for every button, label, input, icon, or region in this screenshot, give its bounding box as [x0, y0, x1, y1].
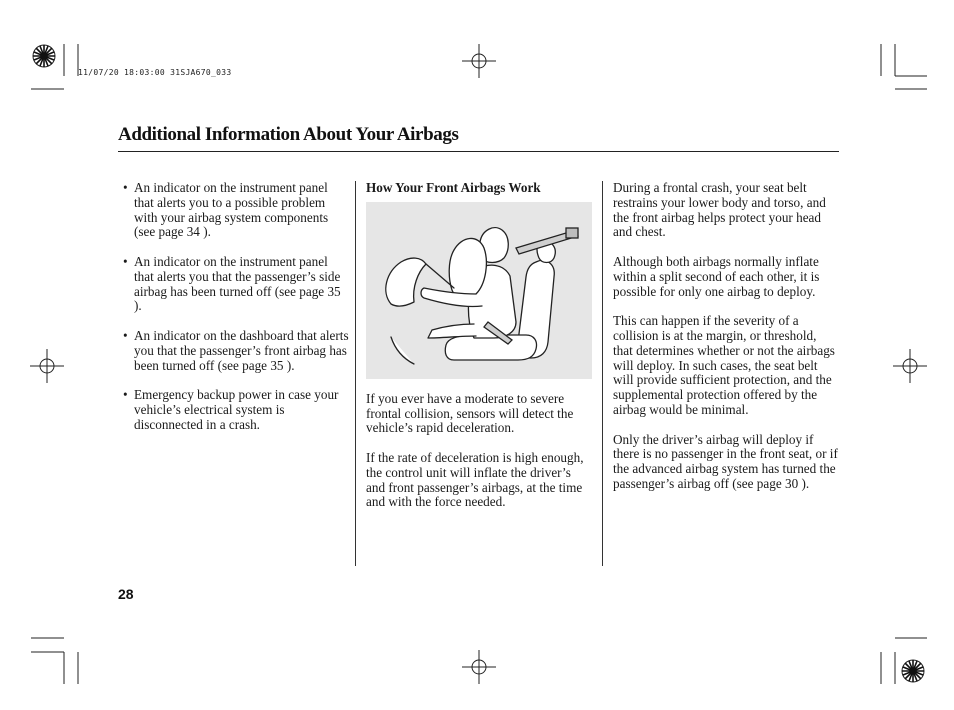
- section-heading: How Your Front Airbags Work: [366, 180, 541, 195]
- bullet-text: An indicator on the dashboard that alerts you that the passenger’s front airbag has been turned off (see page 35 ).: [134, 327, 349, 373]
- bullet-dot: •: [123, 387, 128, 403]
- bullet-item: [123, 329, 349, 373]
- bullet-dot: •: [123, 327, 128, 343]
- paragraph: If the rate of deceleration is high enough, the control unit will inflate the driver’s and front passenger’s airbags, at the time and with the force needed.: [366, 449, 584, 510]
- column-divider-1: [355, 181, 356, 566]
- bullet-item: [123, 255, 349, 314]
- title-rule: [118, 151, 839, 152]
- bullet-list: [123, 181, 349, 433]
- paragraph: If you ever have a moderate to severe frontal collision, sensors will detect the vehicle’s rapid deceleration.: [366, 390, 574, 436]
- left-column: [123, 181, 349, 447]
- bullet-text: Emergency backup power in case your vehicle’s electrical system is disconnected in a crash.: [134, 387, 339, 432]
- column-divider-2: [602, 181, 603, 566]
- page-number: 28: [118, 586, 134, 602]
- paragraph: This can happen if the severity of a collision is at the margin, or threshold, that determines whether or not the airbags will deploy. In such cases, the seat belt will provide sufficient protection, and the supplemental protection offered by the airbag would be minimal.: [613, 313, 835, 417]
- bullet-text: An indicator on the instrument panel that alerts you to a possible problem with your airbag system components (see page 34 ).: [134, 180, 329, 240]
- page-title: Additional Information About Your Airbags: [118, 124, 459, 145]
- bullet-text: An indicator on the instrument panel that alerts you that the passenger’s side airbag has been turned off (see page 35 ).: [134, 253, 341, 314]
- airbag-illustration: [366, 202, 592, 379]
- bullet-dot: •: [123, 180, 128, 195]
- bullet-dot: •: [123, 253, 128, 269]
- paragraph: During a frontal crash, your seat belt restrains your lower body and torso, and the front airbag helps protect your head and chest.: [613, 180, 826, 240]
- paragraph: Although both airbags normally inflate within a split second of each other, it is possible for only one airbag to deploy.: [613, 253, 820, 299]
- occupant-airbag-drawing: [366, 202, 592, 379]
- middle-column: [366, 181, 592, 525]
- bullet-item: [123, 388, 349, 432]
- bullet-item: [123, 181, 349, 240]
- right-column: [613, 181, 839, 507]
- paragraph: Only the driver’s airbag will deploy if there is no passenger in the front seat, or if the advanced airbag system has turned the passenger’s airbag off (see page 30 ).: [613, 431, 838, 491]
- print-timestamp: 11/07/20 18:03:00 31SJA670_033: [78, 68, 232, 77]
